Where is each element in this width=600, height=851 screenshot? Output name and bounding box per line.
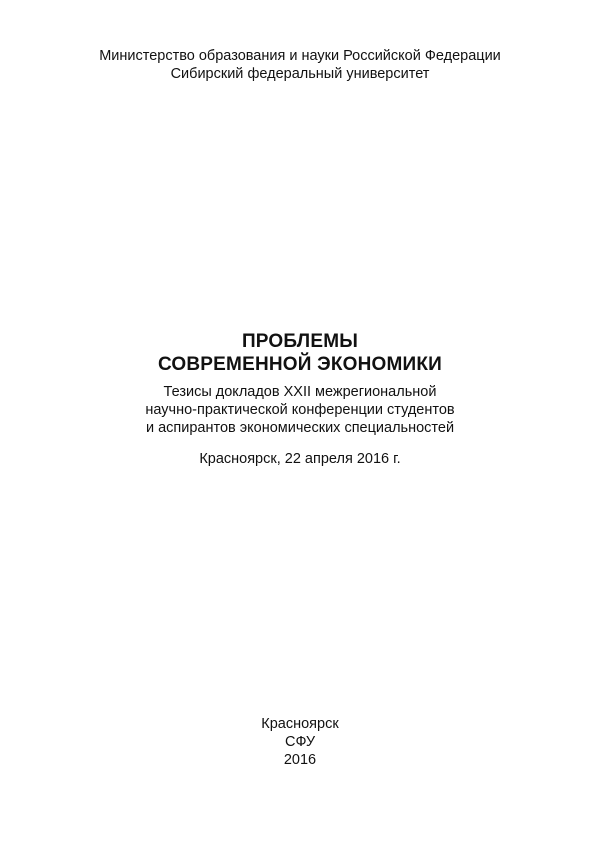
institution-header	[0, 47, 600, 83]
conference-place-date	[0, 450, 600, 468]
ministry-line: Министерство образования и науки Российской Федерации	[99, 48, 501, 64]
title-line-2: СОВРЕМЕННОЙ ЭКОНОМИКИ	[157, 354, 443, 375]
university-line: Сибирский федеральный университет	[170, 66, 430, 82]
document-subtitle	[0, 383, 600, 437]
imprint-city: Красноярск	[261, 716, 339, 732]
title-line-1: ПРОБЛЕМЫ	[241, 331, 359, 352]
imprint-year: 2016	[283, 752, 317, 768]
place-date-text: Красноярск, 22 апреля 2016 г.	[199, 451, 401, 467]
publication-imprint	[0, 715, 600, 769]
subtitle-line-1: Тезисы докладов XXII межрегиональной	[163, 384, 437, 400]
document-title	[0, 330, 600, 376]
imprint-publisher: СФУ	[284, 734, 316, 750]
subtitle-line-3: и аспирантов экономических специальностей	[145, 420, 455, 436]
subtitle-line-2: научно-практической конференции студентов	[145, 402, 455, 418]
